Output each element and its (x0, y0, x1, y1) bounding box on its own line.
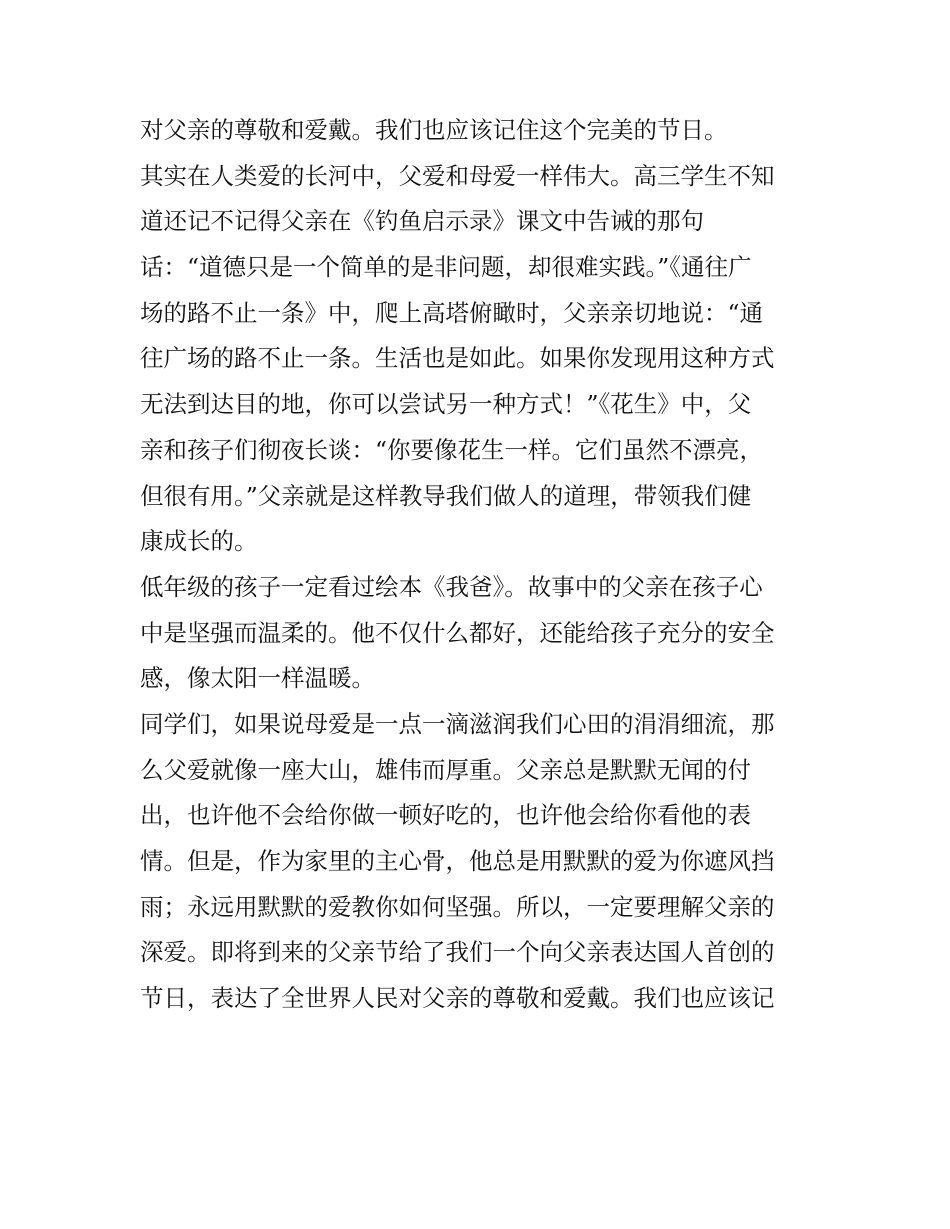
text-line: 其实在人类爱的长河中，父爱和母爱一样伟大。高三学生不知 (140, 161, 775, 190)
text-line: 康成长的。 (140, 527, 258, 556)
text-line: 无法到达目的地，你可以尝试另一种方式！”《花生》中，父 (140, 390, 752, 419)
text-line: 么父爱就像一座大山，雄伟而厚重。父亲总是默默无闻的付 (140, 755, 751, 784)
text-line: 情。但是，作为家里的主心骨，他总是用默默的爱为你遮风挡 (140, 847, 775, 875)
text-line: 节日，表达了全世界人民对父亲的尊敬和爱戴。我们也应该记 (140, 984, 775, 1013)
text-line: 同学们，如果说母爱是一点一滴滋润我们心田的涓涓细流，那 (140, 709, 775, 738)
text-line: 出，也许他不会给你做一顿好吃的，也许他会给你看他的表 (140, 801, 751, 830)
body-text (140, 108, 820, 1022)
text-line: 场的路不止一条》中，爬上高塔俯瞰时，父亲亲切地说：“通 (140, 298, 764, 327)
text-line: 往广场的路不止一条。生活也是如此。如果你发现用这种方式 (140, 344, 775, 373)
text-line: 中是坚强而温柔的。他不仅什么都好，还能给孩子充分的安全 (140, 618, 775, 647)
text-line: 雨；永远用默默的爱教你如何坚强。所以，一定要理解父亲的 (140, 892, 775, 921)
text-line: 感，像太阳一样温暖。 (140, 664, 375, 693)
text-line: 亲和孩子们彻夜长谈：“你要像花生一样。它们虽然不漂亮， (140, 435, 764, 464)
text-line: 低年级的孩子一定看过绘本《我爸》。故事中的父亲在孩子心 (140, 572, 763, 601)
text-line: 道还记不记得父亲在《钓鱼启示录》课文中告诫的那句 (140, 207, 704, 236)
text-line: 但很有用。”父亲就是这样教导我们做人的道理，带领我们健 (140, 481, 752, 510)
text-line: 深爱。即将到来的父亲节给了我们一个向父亲表达国人首创的 (140, 938, 775, 967)
text-line: 话：“道德只是一个简单的是非问题，却很难实践。”《通往广 (140, 253, 752, 282)
text-line: 对父亲的尊敬和爱戴。我们也应该记住这个完美的节日。 (140, 116, 728, 144)
